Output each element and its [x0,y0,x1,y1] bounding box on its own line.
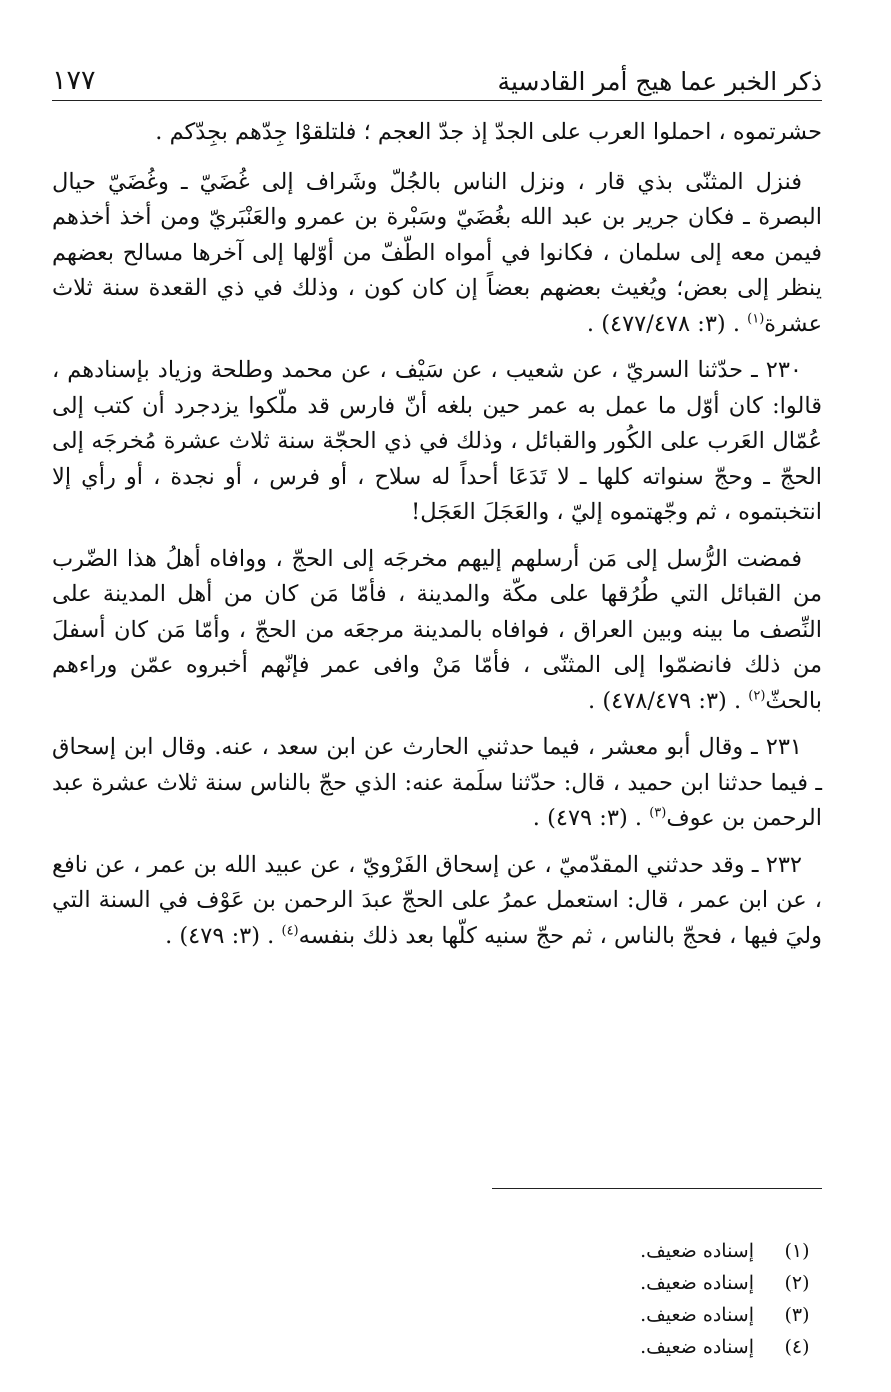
footnote-marker[interactable]: (٢) [748,688,766,703]
paragraph-messengers [52,542,822,720]
paragraph-muthanna [52,165,822,343]
page-header [52,58,822,101]
page-number: ١٧٧ [52,65,96,96]
footnote-number: (٤) [784,1336,810,1358]
citation: . (٣: ٤٧٧/٤٧٨) . [586,310,748,337]
footnote-marker[interactable]: (٣) [649,805,667,821]
main-text [52,115,822,954]
citation: . (٣: ٤٧٩) . [165,922,282,949]
citation: . (٣: ٤٧٩) . [532,805,650,831]
footnote [412,1332,812,1362]
paragraph-continuation [52,115,822,151]
paragraph-text: حشرتموه ، احملوا العرب على الجدّ إذ جدّ العجم ؛ فلتلقوْا جِدّهم بجِدّكم . [155,119,822,145]
footnote-number: (١) [784,1240,810,1262]
paragraph-text: ٢٣١ ـ وقال أبو معشر ، فيما حدثني الحارث عن ابن سعد ، عنه. وقال ابن إسحاق ـ فيما حدثنا ابن حميد ، قال: حدّثنا سلَمة عنه: الذي حجّ بالناس سنة ثلاث عشرة عبد الرحمن بن عوف [52,734,822,831]
footnote-text: إسناده ضعيف. [640,1272,754,1294]
paragraph-232 [52,848,822,955]
footnote [412,1268,812,1298]
footnote-marker[interactable]: (٤) [281,923,299,938]
footnote-text: إسناده ضعيف. [640,1336,754,1358]
paragraph-text: فنزل المثنّى بذي قار ، ونزل الناس بالجُلّ وشَراف إلى غُضَيّ ـ وغُضَيّ حيال البصرة ـ فكان جرير بن عبد الله بغُضَيّ وسَبْرة بن عمرو والعَنْبَريّ ومن أخذ أخذهم فيمن معه إلى سلمان ، فكانوا في أمواه الطّفّ من أوّلها إلى آخرها مسالح بعضهم ينظر إلى بعض؛ ويُغيث بعضهم بعضاً إن كان كون ، وذلك في ذي القعدة سنة ثلاث عشرة [52,168,822,337]
footnote-marker[interactable]: (١) [747,311,765,326]
paragraph-text: ٢٣٠ ـ حدّثنا السريّ ، عن شعيب ، عن سَيْف ، عن محمد وطلحة وزياد بإسنادهم ، قالوا: كان أوّل ما عمل به عمر حين بلغه أنّ فارس قد ملّكوا يزدجرد أن كتب إلى عُمّال العَرب على الكُور والقبائل ، وذلك في ذي الحجّة سنة ثلاث عشرة مُخرجَه إلى الحجّ ـ وحجّ سنواته كلها ـ لا تَدَعَا أحداً له سلاح ، أو فرس ، أو نجدة ، أو رأي إلا انتخبتموه ، ثم وجّهتموه إليّ ، والعَجَلَ العَجَل! [52,357,822,525]
footnote-text: إسناده ضعيف. [640,1304,754,1326]
footnote-number: (٢) [784,1272,810,1294]
paragraph-text: فمضت الرُّسل إلى مَن أرسلهم إليهم مخرجَه إلى الحجّ ، ووافاه أهلُ هذا الضّرب من القبائل التي طُرُقها على مكّة والمدينة ، فأمّا مَن كان من أهل المدينة على النِّصف ما بينه وبين العراق ، فوافاه بالمدينة مرجعَه من الحجّ ، وأمّا مَن كان أسفلَ من ذلك فانضمّوا إلى المثنّى ، فأمّا مَنْ وافى عمر فإنّهم أخبروه عمّن وراءهم بالحثّ [52,545,822,714]
footnote [412,1300,812,1330]
footnote-text: إسناده ضعيف. [640,1240,754,1262]
footnotes-section [412,1236,812,1364]
footnote-number: (٣) [784,1304,810,1326]
book-page [52,58,822,1358]
footnote [412,1236,812,1266]
paragraph-230 [52,353,822,531]
footnote-divider [492,1188,822,1189]
paragraph-231 [52,730,822,837]
paragraph-text: ٢٣٢ ـ وقد حدثني المقدّميّ ، عن إسحاق الفَرْويّ ، عن عبيد الله بن عمر ، عن نافع ، عن ابن عمر ، قال: استعمل عمرُ على الحجّ عبدَ الرحمن بن عَوْف في السنة التي وليَ فيها ، فحجّ بالناس ، ثم حجّ سنيه كلّها بعد ذلك بنفسه [52,851,822,949]
citation: . (٣: ٤٧٨/٤٧٩) . [588,687,749,714]
running-title: ذكر الخبر عما هيج أمر القادسية [497,67,822,96]
